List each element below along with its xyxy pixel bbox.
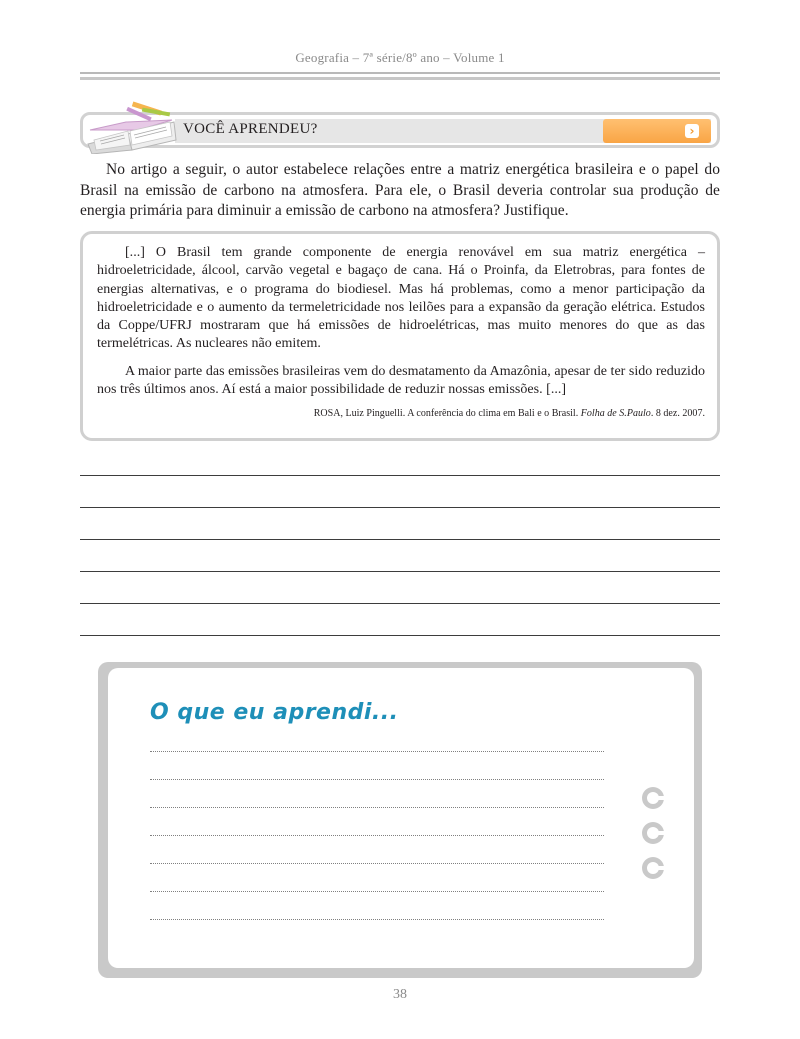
notes-title: O que eu aprendi... — [150, 700, 399, 725]
chevron-right-icon[interactable]: › — [685, 124, 699, 138]
open-book-icon — [82, 100, 182, 154]
answer-line-4[interactable] — [80, 571, 720, 572]
header-rule-thin — [80, 72, 720, 74]
binder-ring-icon — [640, 820, 666, 846]
running-header: Geografia – 7ª série/8º ano – Volume 1 — [295, 50, 505, 65]
question-text: No artigo a seguir, o autor estabelece relações entre a matriz energética brasileira e o papel do Brasil na emissão de carbono na atmosfera. Para ele, o Brasil deveria controlar sua produção de energia primária para diminuir a emissão de carbono na atmosfera? Justifique. — [80, 161, 720, 219]
notes-line-1[interactable] — [150, 751, 604, 752]
answer-line-2[interactable] — [80, 507, 720, 508]
answer-line-6[interactable] — [80, 635, 720, 636]
binder-ring-icon — [640, 785, 666, 811]
notes-line-3[interactable] — [150, 807, 604, 808]
notes-line-6[interactable] — [150, 891, 604, 892]
binder-ring-icon — [640, 855, 666, 881]
answer-line-3[interactable] — [80, 539, 720, 540]
notes-line-5[interactable] — [150, 863, 604, 864]
source-author: ROSA, Luiz Pinguelli. A conferência do clima em Bali e o Brasil. — [313, 408, 581, 420]
quote-box — [80, 231, 720, 441]
notes-line-4[interactable] — [150, 835, 604, 836]
quote-source — [97, 407, 705, 421]
quote-paragraph-2: A maior parte das emissões brasileiras vem do desmatamento da Amazônia, apesar de ter sido reduzido nos três últimos anos. Aí está a maior possibilidade de reduzir nossas emissões. [...] — [97, 363, 705, 398]
page-number: 38 — [393, 987, 407, 1002]
answer-line-5[interactable] — [80, 603, 720, 604]
quote-paragraph-1: [...] O Brasil tem grande componente de energia renovável em sua matriz energética – hidroeletricidade, álcool, carvão vegetal e bagaço de cana. Há o Proinfa, da Eletrobras, para fontes de energias alternativas, e o programa do biodiesel. Mas há problemas, como a menor participação da hidroeletricidade e o aumento da termeletricidade nos leilões para a expansão da geração elétrica. Estudos da Coppe/UFRJ mostraram que há emissões de hidroelétricas, mas muito menores do que as das termelétricas. As nucleares não emitem. — [97, 245, 705, 352]
notes-line-2[interactable] — [150, 779, 604, 780]
source-date: . 8 dez. 2007. — [650, 408, 705, 420]
source-publication: Folha de S.Paulo — [580, 408, 651, 420]
section-title: VOCÊ APRENDEU? — [183, 121, 318, 137]
answer-line-1[interactable] — [80, 475, 720, 476]
header-rule-thick — [80, 77, 720, 80]
notes-line-7[interactable] — [150, 919, 604, 920]
